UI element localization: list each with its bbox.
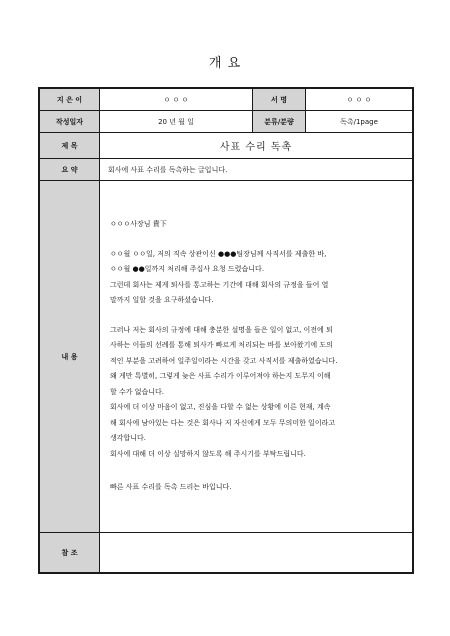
content-row — [40, 181, 412, 533]
date-row — [40, 111, 412, 133]
paragraph-3: 그러나 저는 회사의 규정에 대해 충분한 설명을 들은 일이 없고, 이전에 퇴 사하는 이들의 선례를 통해 퇴사가 빠르게 처리되는 바를 보아왔기에 도의 적인 부분을 고려하여 일주일이라는 시간을 갖고 사직서를 제출하였습니다. 왜 게만 특별히, 그렇게 늦은 사표 수리가 이루어져야 하는지 도무지 이해 할 수가 없습니다. 회사에 더 이상 마음이 없고, 진심을 다할 수 없는 상황에 이른 현재, 계속 해 회사에 남아있는 다는 것은 회사나 저 자신에게 모두 무의미한 일이라고 생각합니다. 회사에 대해 더 이상 실망하지 않도록 해 주시기를 부탁드립니다. — [110, 325, 338, 458]
content-body — [100, 181, 412, 532]
date-value: 20 년 월 일 — [158, 117, 194, 126]
category-value: 독촉/1page — [340, 117, 378, 126]
document-form — [38, 87, 414, 574]
closing: 빠른 사표 수리를 독촉 드리는 바입니다. — [110, 483, 232, 491]
reference-row — [40, 533, 412, 572]
content-label: 내 용 — [40, 181, 100, 532]
paragraph-1: ㅇㅇ월 ㅇㅇ일, 저의 직속 상관이신 ●●●팀장님께 사직서를 제출한 바, ㅇㅇ월 ●●일까지 처리해 주십사 요청 드렸습니다. — [110, 249, 327, 273]
subject-row — [40, 133, 412, 159]
author-label: 지 은 이 — [40, 89, 100, 110]
subject-label: 제 목 — [40, 133, 100, 158]
salutation: ㅇㅇㅇ사장님 貴下 — [110, 220, 167, 228]
category-label: 분류/분량 — [252, 111, 306, 132]
signature-value: ㅇ ㅇ ㅇ — [346, 95, 372, 104]
paragraph-2: 그런데 회사는 제게 퇴사를 통고하는 기간에 대해 회사의 규정을 들어 열 말까지 일할 것을 요구하셨습니다. — [110, 280, 329, 304]
summary-value: 회사에 사표 수리를 독촉하는 글입니다. — [108, 165, 228, 174]
summary-row — [40, 159, 412, 181]
page-title: 개 요 — [208, 56, 242, 71]
reference-label: 참 조 — [40, 533, 100, 572]
author-value: ㅇ ㅇ ㅇ — [163, 95, 189, 104]
date-label: 작성일자 — [40, 111, 100, 132]
signature-label: 서 명 — [252, 89, 306, 110]
summary-label: 요 약 — [40, 159, 100, 180]
subject-value: 사표 수리 독촉 — [219, 142, 293, 153]
reference-value — [100, 533, 412, 572]
author-row — [40, 89, 412, 111]
